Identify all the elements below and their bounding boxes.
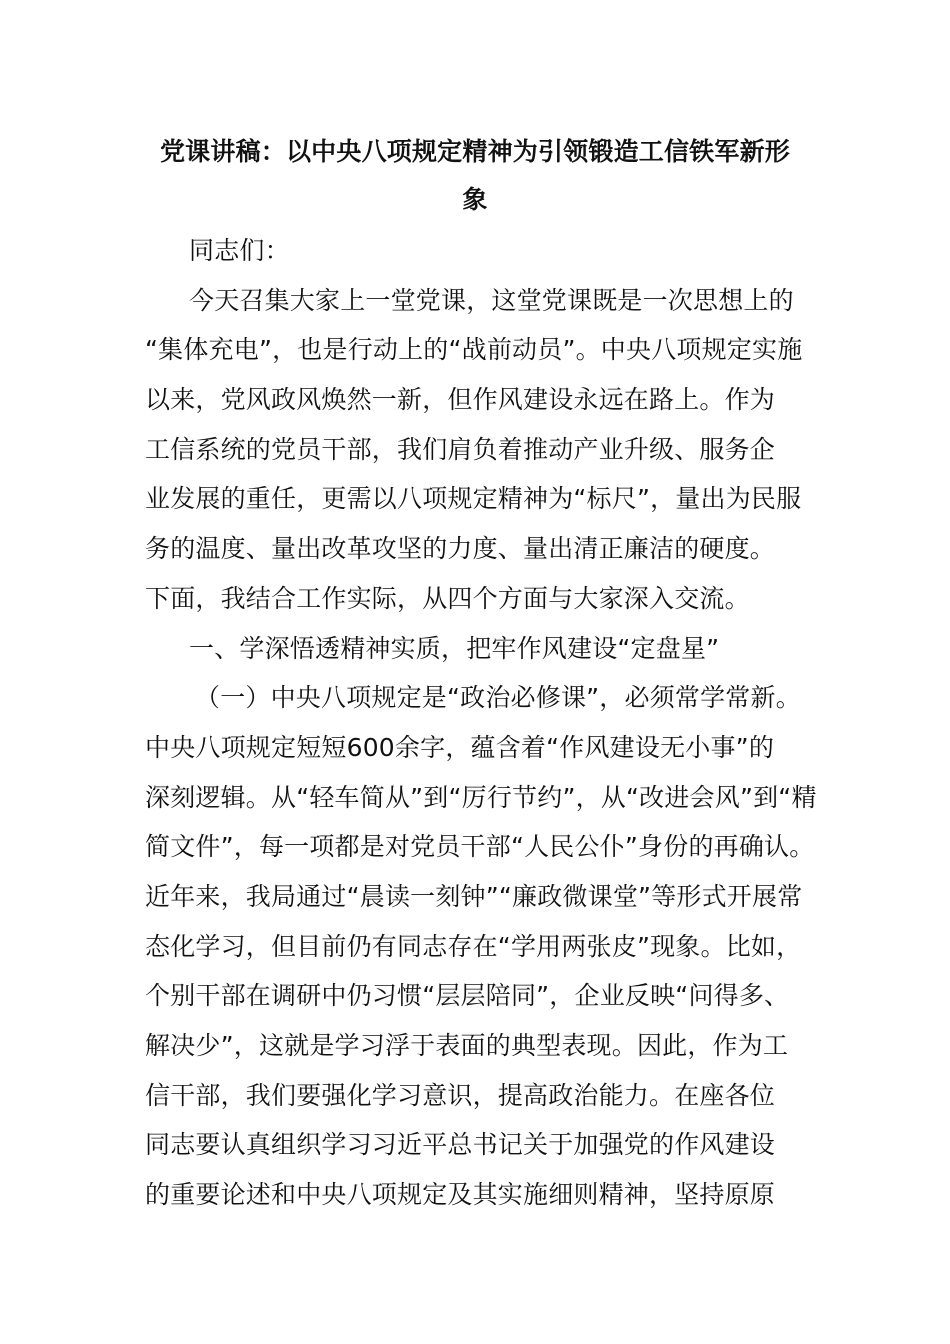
paragraph-line: 个别干部在调研中仍习惯“层层陪同”，企业反映“问得多、 (145, 981, 790, 1011)
paragraph-line: 务的温度、量出改革攻坚的力度、量出清正廉洁的硬度。 (145, 534, 776, 564)
paragraph-line: 近年来，我局通过“晨读一刻钟”“廉政微课堂”等形式开展常 (145, 881, 803, 911)
paragraph-line: 的重要论述和中央八项规定及其实施细则精神，坚持原原 (145, 1180, 776, 1210)
paragraph-line: 信干部，我们要强化学习意识，提高政治能力。在座各位 (145, 1080, 776, 1110)
document-body (145, 226, 817, 1220)
subsection-heading: （一）中央八项规定是“政治必修课”，必须常学常新。 (195, 683, 801, 713)
paragraph-line: 业发展的重任，更需以八项规定精神为“标尺”，量出为民服 (145, 484, 802, 514)
paragraph-line: 解决少”，这就是学习浮于表面的典型表现。因此，作为工 (145, 1031, 789, 1060)
paragraph-line: 简文件”，每一项都是对党员干部“人民公仆”身份的再确认。 (145, 832, 815, 862)
paragraph-line: 深刻逻辑。从“轻车简从”到“厉行节约”，从“改进会风”到“精 (145, 782, 817, 812)
title-line: 象 (462, 185, 488, 214)
paragraph-line: 中央八项规定短短600余字，蕴含着“作风建设无小事”的 (145, 732, 775, 762)
paragraph-line: 同志要认真组织学习习近平总书记关于加强党的作风建设 (145, 1130, 776, 1160)
title-line: 党课讲稿：以中央八项规定精神为引领锻造工信铁军新形 (159, 137, 790, 166)
paragraph-line: 工信系统的党员干部，我们肩负着推动产业升级、服务企 (145, 434, 776, 464)
paragraph-line: 今天召集大家上一堂党课，这堂党课既是一次思想上的 (189, 285, 794, 315)
paragraph-line: “集体充电”，也是行动上的“战前动员”。中央八项规定实施 (145, 335, 803, 365)
paragraph-line: 态化学习，但目前仍有同志存在“学用两张皮”现象。比如， (145, 931, 802, 961)
document-title (145, 128, 805, 224)
paragraph-line: 下面，我结合工作实际，从四个方面与大家深入交流。 (145, 583, 750, 613)
paragraph-line: 以来，党风政风焕然一新，但作风建设永远在路上。作为 (145, 385, 776, 415)
salutation: 同志们： (189, 236, 290, 265)
section-heading: 一、学深悟透精神实质，把牢作风建设“定盘星” (189, 633, 720, 663)
